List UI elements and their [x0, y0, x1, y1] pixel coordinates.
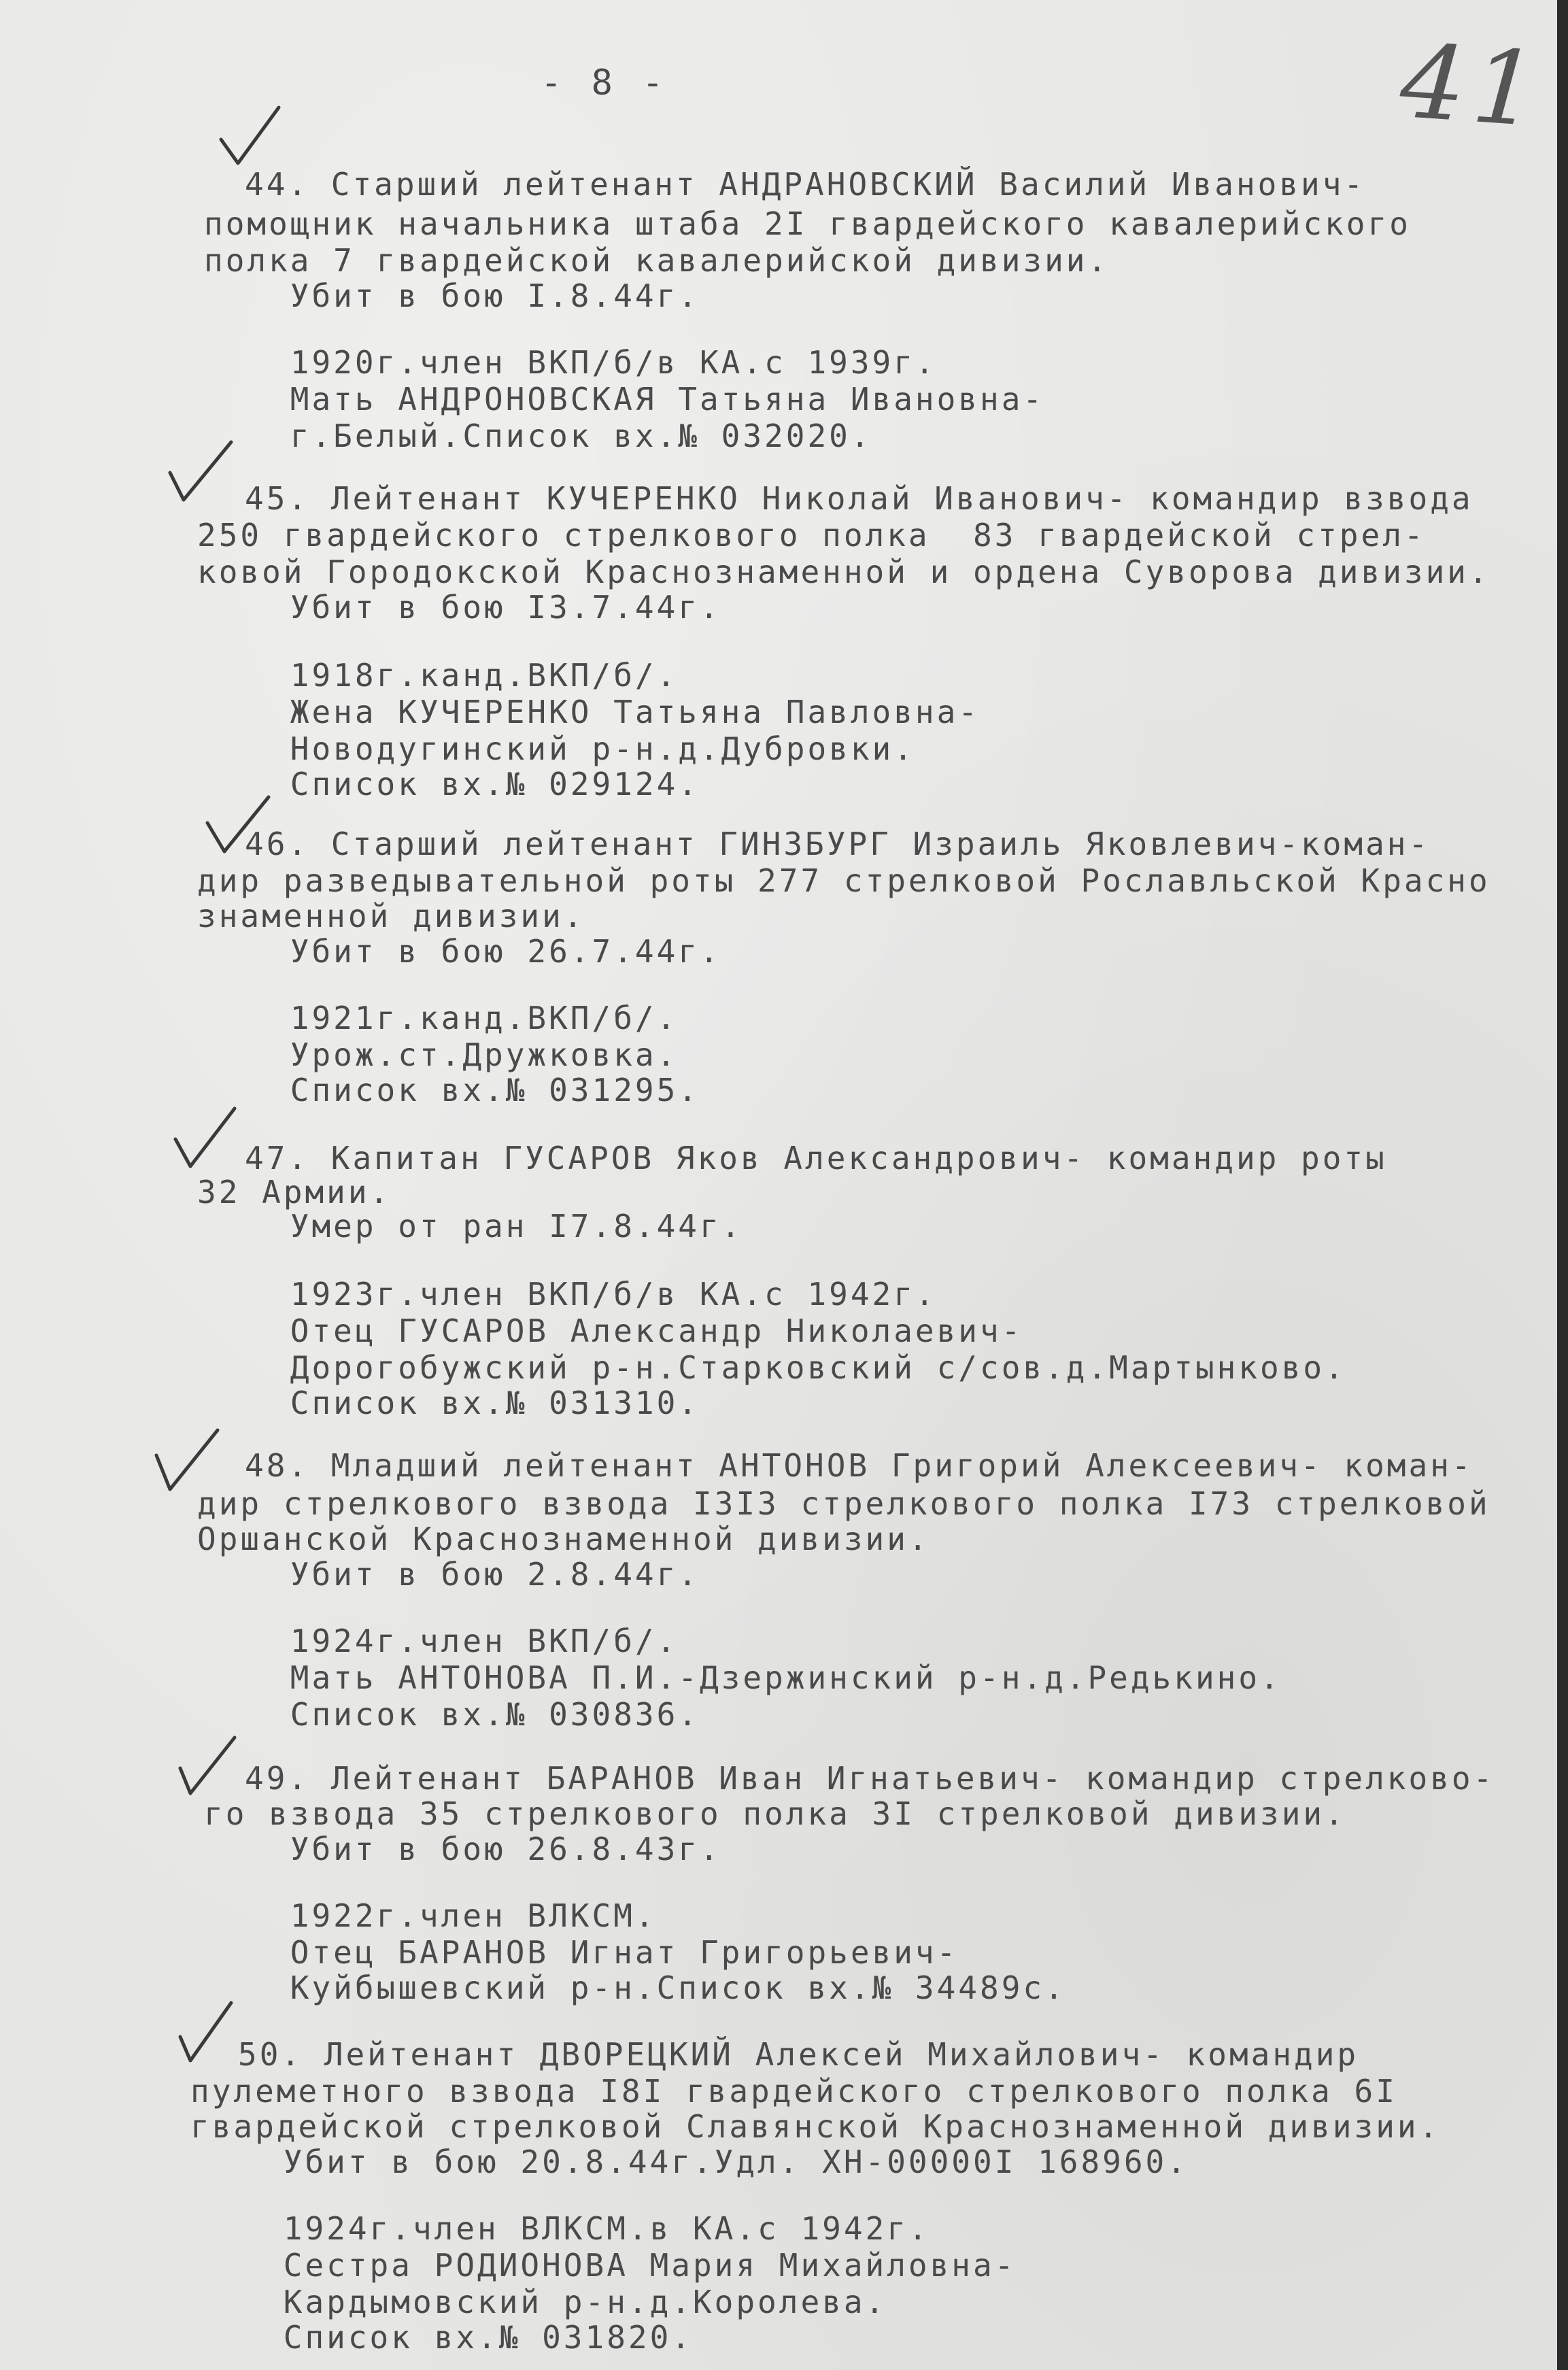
entry-detail: Отец БАРАНОВ Игнат Григорьевич- — [204, 1934, 959, 1971]
entry-detail: 1922г.член ВЛКСМ. — [204, 1897, 657, 1934]
entry-line: Убит в бою I.8.44г. — [204, 277, 700, 314]
entry-detail: Кардымовский р-н.д.Королева. — [197, 2284, 887, 2320]
entry-line: 32 Армии. — [197, 1174, 392, 1211]
entry-line: полка 7 гвардейской кавалерийской дивизии. — [204, 242, 1110, 279]
entry-detail: Жена КУЧЕРЕНКО Татьяна Павловна- — [204, 694, 980, 730]
entry-line: 46. Старший лейтенант ГИНЗБУРГ Израиль Яковлевич-коман- — [245, 826, 1431, 862]
entry-detail: Куйбышевский р-н.Список вх.№ 34489с. — [204, 1969, 1066, 2006]
entry-line: 50. Лейтенант ДВОРЕЦКИЙ Алексей Михайлович- командир — [238, 2036, 1359, 2073]
entry-detail: Отец ГУСАРОВ Александр Николаевич- — [204, 1313, 1023, 1349]
entry-line: Оршанской Краснознаменной дивизии. — [197, 1521, 930, 1557]
entry-detail: Список вх.№ 029124. — [204, 766, 700, 802]
entry-detail: Дорогобужский р-н.Старковский с/сов.д.Мартынково. — [204, 1349, 1346, 1386]
entry-detail: Сестра РОДИОНОВА Мария Михайловна- — [197, 2247, 1017, 2284]
entry-line: 49. Лейтенант БАРАНОВ Иван Игнатьевич- командир стрелково- — [245, 1760, 1495, 1797]
entry-47 — [197, 1140, 1387, 1424]
page-edge — [1557, 0, 1568, 2370]
entry-line: 47. Капитан ГУСАРОВ Яков Александрович- командир роты — [245, 1140, 1387, 1176]
entry-line: Умер от ран I7.8.44г. — [204, 1208, 743, 1245]
entry-line: го взвода 35 стрелкового полка 3I стрелковой дивизии. — [204, 1795, 1346, 1832]
entry-line: 250 гвардейского стрелкового полка 83 гвардейской стрел- — [197, 517, 1426, 554]
entry-48 — [197, 1447, 1490, 1733]
entry-line: Убит в бою I3.7.44г. — [204, 589, 721, 626]
entry-detail: Мать АНТОНОВА П.И.-Дзержинский р-н.д.Редькино. — [204, 1659, 1282, 1696]
entry-detail: 1921г.канд.ВКП/б/. — [204, 1000, 679, 1036]
entry-detail: 1924г.член ВЛКСМ.в КА.с 1942г. — [197, 2210, 930, 2247]
entry-detail: 1924г.член ВКП/б/. — [204, 1623, 679, 1659]
page-number: - 8 - — [541, 63, 668, 103]
entry-line: Убит в бою 2.8.44г. — [204, 1556, 700, 1593]
entry-line: Убит в бою 20.8.44г.Удл. ХН-00000I 168960. — [197, 2144, 1189, 2180]
entry-line: 48. Младший лейтенант АНТОНОВ Григорий Алексеевич- коман- — [245, 1447, 1473, 1484]
entry-detail: 1923г.член ВКП/б/в КА.с 1942г. — [204, 1276, 937, 1313]
entry-50 — [190, 2036, 1441, 2356]
entry-line: гвардейской стрелковой Славянской Краснознаменной дивизии. — [190, 2108, 1441, 2145]
entry-detail: Список вх.№ 031295. — [204, 1072, 700, 1108]
entry-46 — [197, 826, 1490, 1110]
entry-line: 45. Лейтенант КУЧЕРЕНКО Николай Иванович- командир взвода — [245, 480, 1473, 517]
entry-detail: Мать АНДРОНОВСКАЯ Татьяна Ивановна- — [204, 381, 1045, 418]
entry-detail: Новодугинский р-н.д.Дубровки. — [204, 730, 915, 767]
entry-detail: Список вх.№ 030836. — [204, 1696, 700, 1733]
entry-line: 44. Старший лейтенант АНДРАНОВСКИЙ Василий Иванович- — [245, 166, 1366, 203]
entry-detail: 1920г.член ВКП/б/в КА.с 1939г. — [204, 344, 937, 381]
entry-line: пулеметного взвода I8I гвардейского стрелкового полка 6I — [190, 2073, 1397, 2110]
entry-line: ковой Городокской Краснознаменной и ордена Суворова дивизии. — [197, 554, 1490, 590]
entry-line: знаменной дивизии. — [197, 898, 585, 934]
entry-line: дир разведывательной роты 277 стрелковой Рославльской Красно — [197, 862, 1490, 899]
entry-line: помощник начальника штаба 2I гвардейского кавалерийского — [204, 205, 1411, 242]
entry-line: дир стрелкового взвода I3I3 стрелкового полка I73 стрелковой — [197, 1485, 1490, 1522]
entry-detail: 1918г.канд.ВКП/б/. — [204, 657, 679, 694]
entry-detail: Список вх.№ 031310. — [204, 1385, 700, 1421]
entry-44 — [204, 166, 1411, 454]
entry-detail: Урож.ст.Дружковка. — [204, 1036, 679, 1073]
entry-line: Убит в бою 26.8.43г. — [204, 1831, 721, 1867]
entry-detail: г.Белый.Список вх.№ 032020. — [204, 418, 872, 454]
handwritten-page-number: 41 — [1397, 22, 1548, 151]
entry-line: Убит в бою 26.7.44г. — [204, 933, 721, 970]
entry-detail: Список вх.№ 031820. — [197, 2319, 693, 2356]
entry-45 — [197, 480, 1490, 802]
entry-49 — [204, 1760, 1495, 2013]
